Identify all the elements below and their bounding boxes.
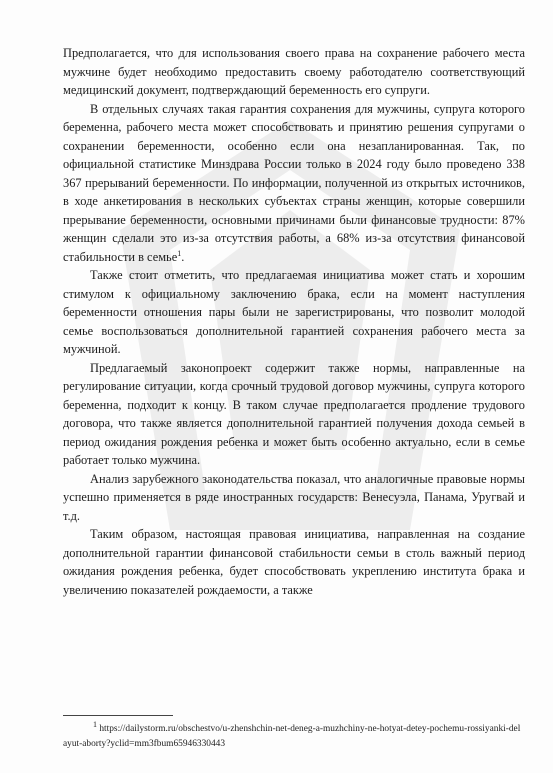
footnote-link[interactable]: https://dailystorm.ru/obschestvo/u-zhenshchin-net-deneg-a-muzhchiny-ne-hotyat-detey-pochemu-rossiyanki-delayut-aborty?yclid=mm3fbum65946330443 [63, 724, 521, 749]
paragraph-3 [63, 266, 525, 359]
paragraph-1 [63, 44, 525, 100]
footnote [63, 719, 521, 752]
paragraph-3-text: Также стоит отметить, что предлагаемая инициатива может стать и хорошим стимулом к официальному заключению брака, если на момент наступления беременности отношения пары были не зарегистрированы, что позволит молодой семье воспользоваться дополнительной гарантией сохранения рабочего места за мужчиной. [63, 268, 525, 356]
footnote-number: 1 [93, 719, 97, 729]
paragraph-2-text: В отдельных случаях такая гарантия сохранения для мужчины, супруга которого беременна, рабочего места может способствовать и принятию решения супругами о сохранении беременности, особенно если она незапланированная. Так, по официальной статистике Минздрава России только в 2024 году было проведено 338 367 прерываний беременности. По информации, полученной из открытых источников, в ходе анкетирования в нескольких субъектах страны женщин, которые совершили прерывание беременности, основными причинами были финансовые трудности: 87% женщин сделали это из-за отсутствия работы, а 68% из-за отсутствия финансовой стабильности в семье [63, 101, 525, 264]
paragraph-5-text: Анализ зарубежного законодательства показал, что аналогичные правовые нормы успешно применяется в ряде иностранных государств: Венесуэла, Панама, Уругвай и т.д. [63, 471, 525, 523]
paragraph-5 [63, 470, 525, 526]
paragraph-4-text: Предлагаемый законопроект содержит также нормы, направленные на регулирование ситуации, когда срочный трудовой договор мужчины, супруга которого беременна, подходит к концу. В таком случае предполагается продление трудового договора, что также является дополнительной гарантией получения дохода семьей в период ожидания рождения ребенка и может быть особенно актуально, если в семье работает только мужчина. [63, 360, 525, 467]
footnote-separator [63, 715, 173, 716]
footnote-reference[interactable]: 1 [177, 248, 182, 258]
document-body [63, 44, 525, 599]
paragraph-1-text: Предполагается, что для использования своего права на сохранение рабочего места мужчине будет необходимо предоставить своему работодателю соответствующий медицинский документ, подтверждающий беременность его супруги. [63, 46, 525, 97]
paragraph-6 [63, 525, 525, 599]
paragraph-4 [63, 359, 525, 470]
paragraph-6-text: Таким образом, настоящая правовая инициатива, направленная на создание дополнительной гарантии финансовой стабильности семьи в столь важный период ожидания рождения ребенка, будет способствовать укреплению института брака и увеличению показателей рождаемости, а также [63, 527, 525, 597]
paragraph-2 [63, 100, 525, 267]
paragraph-2-end: . [181, 249, 185, 264]
